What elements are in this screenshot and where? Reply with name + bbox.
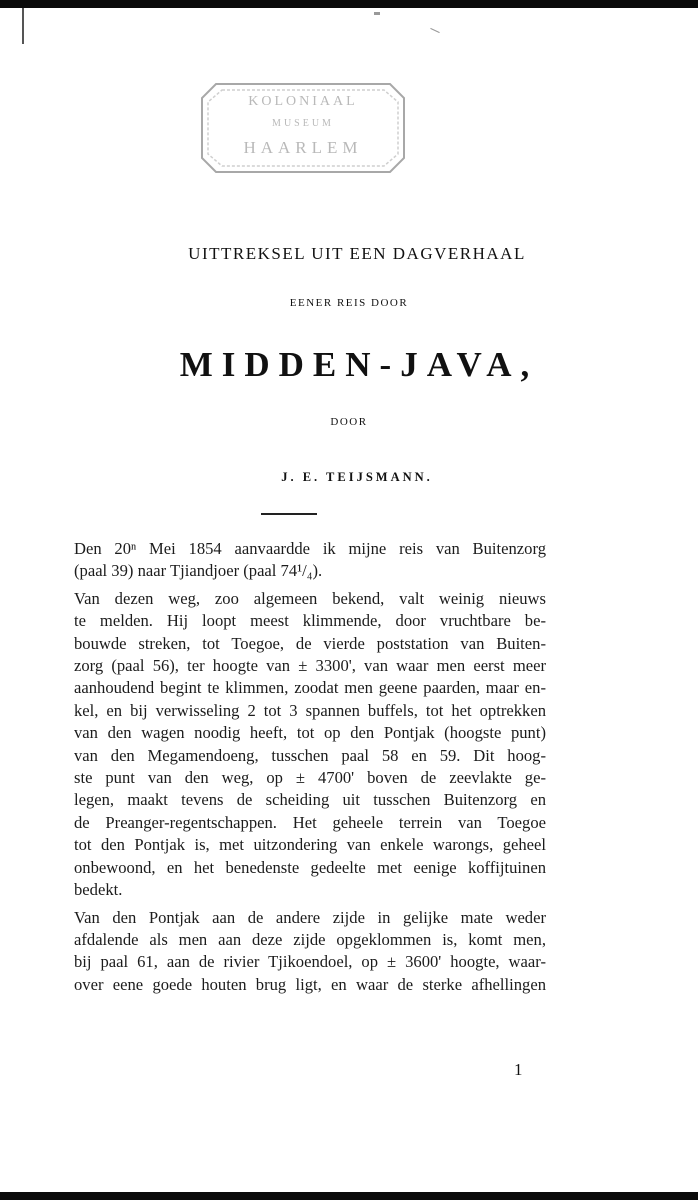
paragraph-2 [74,588,546,902]
page-number: 1 [514,1060,523,1079]
text-line: van den Megamendoeng, tusschen paal 58 en 59. Dit hoog- [74,745,546,765]
stamp-line-2: MUSEUM [272,118,334,129]
text-line: zorg (paal 56), ter hoogte van ± 3300', van waar men eerst meer [74,656,546,676]
text-line: Van den Pontjak aan de andere zijde in gelijke mate weder [74,907,546,927]
text-line: afdalende als men aan deze zijde opgeklommen is, komt men, [74,929,546,949]
text-line: onbewoond, en het benedenste gedeelte met eenige koffijtuinen [74,857,546,877]
stamp-line-3: HAARLEM [243,138,363,157]
left-scan-mark [22,8,24,44]
text-line: tot den Pontjak is, met uitzondering van enkele warongs, geheel [74,835,546,855]
bottom-scan-edge [0,1192,698,1200]
text-line: te melden. Hij loopt meest klimmende, door vruchtbare be- [74,611,546,631]
author-name: J. E. TEIJSMANN. [281,470,433,484]
scan-speck [430,28,439,33]
paragraph-1 [74,538,546,583]
text-line: bedekt. [74,880,123,900]
text-line: Den 20ⁿ Mei 1854 aanvaardde ik mijne reis van Buitenzorg [74,539,546,558]
text-line: bouwde streken, tot Toegoe, de vierde poststation van Buiten- [74,633,546,653]
text-line: bij paal 61, aan de rivier Tjikoendoel, op ± 3600' hoogte, waar- [74,952,546,972]
text-line: Van dezen weg, zoo algemeen bekend, valt weinig nieuws [74,588,546,608]
text-line: van den wagen noodig heeft, tot op den Pontjak (hoogste punt) [74,723,546,743]
library-stamp [198,78,408,178]
text-line: over eene goede houten brug ligt, en waar de sterke afhellingen [74,974,546,994]
byline-label: DOOR [330,416,368,428]
text-line: ste punt van den weg, op ± 4700' boven de zeevlakte ge- [74,768,546,788]
text-line: legen, maakt tevens de scheiding uit tusschen Buitenzorg en [74,790,546,810]
text-line: kel, en bij verwisseling 2 tot 3 spannen buffels, tot het optrekken [74,700,546,720]
scan-speck [374,12,380,15]
title-divider [261,513,317,515]
text-line: (paal 39) naar Tjiandjoer (paal 74¹/₄). [74,561,323,581]
paragraph-3 [74,907,546,997]
text-line: aanhoudend begint te klimmen, zoodat men geene paarden, maar en- [74,678,546,698]
stamp-line-1: KOLONIAAL [248,94,358,109]
document-title: UITTREKSEL UIT EEN DAGVERHAAL [188,244,526,263]
document-subtitle: EENER REIS DOOR [289,297,409,309]
body-text [74,538,546,996]
main-title: MIDDEN-JAVA, [179,345,539,384]
text-line: de Preanger-regentschappen. Het geheele terrein van Toegoe [74,812,546,832]
top-scan-edge [0,0,698,8]
